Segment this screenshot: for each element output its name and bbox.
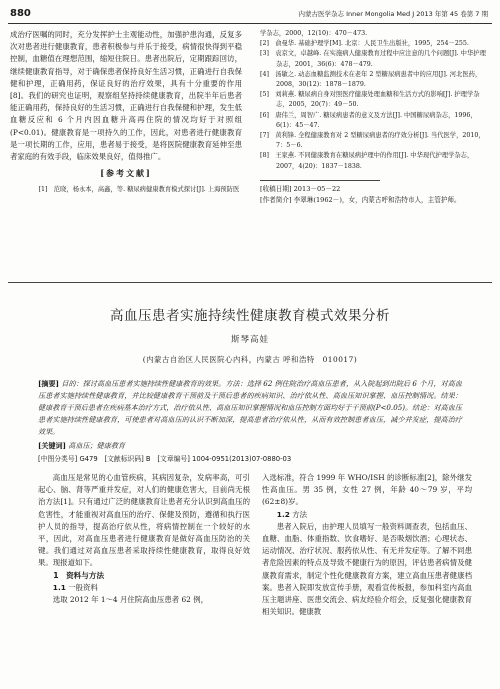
intro-paragraph: 高血压是常见的心血管疾病，其病因复杂，发病率高，可引起心、脑、肾等严重并发症，对人们的健康危害大，目前尚无根治方法[1]。只有通过广泛的健康教育让患者充分认识到高血压的危害性，才能重视对高血压的治疗、保健及预防，遵循和执行医护人员的指导，提高治疗依从性，将病情控制在一个较好的水平，因此，对高血压患者进行健康教育是做好高血压防治的关键。我们通过对高血压患者采取持续性健康教育，取得良好效果。现报道如下。 bbox=[38, 473, 250, 568]
section-heading: 1 资料与方法 bbox=[53, 570, 105, 580]
page-number: 880 bbox=[10, 8, 31, 19]
top-left-column bbox=[10, 29, 242, 196]
subsection-heading bbox=[262, 509, 472, 521]
author-note: [作者简介] 李翠琳(1962－)，女，内蒙古呼和浩特市人，主管护师。 bbox=[260, 195, 461, 204]
subsection-number: 1.2 bbox=[276, 509, 290, 519]
author-affiliation: (内蒙古自治区人民医院心内科，内蒙古 呼和浩特 010017) bbox=[142, 355, 358, 364]
conclusion-paragraph: 成治疗医嘱的同时，充分发挥护士主观能动性，加强护患沟通，反复多次对患者进行健康教育，患者积极参与并乐于接受，病情很快得到平稳控制，血糖值在理想范围，缩短住院日。患者出院后，定期跟踪回访，继续健康教育指导，对于确保患者保持良好生活习惯，正确进行自我保健和护理，正确用药，保证良好的治疗效果，具有十分重要的作用[8]。我们的研究也证明，观察组坚持持续健康教育，出院半年后患者能正确用药，保持良好的生活习惯，正确进行自我保健和护理，发生低血糖反应和 6 个月内因血糖升高再住院的情况均好于对照组(P<0.01)。健康教育是一项持久的工作，因此，对患者进行健康教育是一项长期的工作，应用，患者易于接受，是将医院健康教育延伸至患者家庭的有效手段，临床效果良好，值得推广。 bbox=[10, 30, 242, 162]
reference-item: [7] 黄利锋. 全程健康教育对 2 型糖尿病患者的疗效分析[J]. 当代医学，2010，7：5－6. bbox=[260, 132, 485, 150]
body-paragraph: 选取 2012 年 1～4 月住院高血压患者 62 例， bbox=[52, 595, 208, 605]
top-right-column bbox=[260, 29, 490, 206]
article-title: 高血压患者实施持续性健康教育模式效果分析 bbox=[110, 308, 390, 324]
footnote-rule bbox=[260, 180, 380, 181]
classification-line: [中图分类号] G479 [文献标识码] B [文章编号] 1004-0951(2013)07-0880-03 bbox=[38, 455, 292, 463]
body-right-column bbox=[262, 472, 472, 618]
body-left-column bbox=[38, 472, 250, 606]
subsection-heading bbox=[38, 582, 250, 594]
subsection-number: 1.1 bbox=[52, 582, 66, 592]
reference-item: [5] 刘莉燕. 糖尿病自身对照医疗健康处理血糖和生活方式的影响[J]. 护理学杂志，2005，20(7)：49－50. bbox=[260, 91, 480, 109]
keywords bbox=[38, 440, 462, 452]
received-date: [收稿日期] 2013－05－22 bbox=[260, 184, 341, 193]
subsection-title: 一般资料 bbox=[68, 582, 98, 592]
body-paragraph: 入选标准，符合 1999 年 WHO/ISH 的诊断标准[2]，除外继发性高血压。男 35 例，女性 27 例，年龄 40～79 岁，平均(62±8)岁。 bbox=[262, 473, 472, 507]
running-header: 内蒙古医学杂志 Inner Mongolia Med J 2013 年第 45 卷第 7 期 bbox=[298, 10, 488, 18]
reference-item: [8] 王家燕. 不同健康教育在糖尿病护理中的作用[J]. 中华现代护理学杂志，2007，4(20)：1837－1838. bbox=[260, 152, 474, 170]
reference-item: [3] 袁京文，卓越峰. 在实施病人健康教育过程中应注意的几个问题[J]. 中华护理杂志，2001，36(6)：478－479. bbox=[260, 50, 486, 68]
reference-item: 学杂志，2000，12(10)：470－473. bbox=[260, 30, 368, 37]
keywords-label: [关键词] bbox=[38, 441, 66, 450]
keywords-text: 高血压；健康教育 bbox=[68, 441, 126, 450]
abstract-text: 目的：探讨高血压患者实施持续性健康教育的效果。方法：选择 62 例住院治疗高血压患者，从入院起到出院后 6 个月，对高血压患者实施持续性健康教育，并比较健康教育干预前及干预后患者的疾病知识、治疗依从性、高血压知识掌握、血压控制情况。结果：健康教育干预后患者在疾病基本治疗方式，治疗依从性、高血压知识掌握情况和血压控制方面均好于干预前(P<0.05)。结论：对高血压患者实施持续性健康教育，可使患者对高血压的认识不断加深，提高患者治疗依从性，从而有效控制患者血压，减少并发症，提高治疗效果。 bbox=[38, 379, 462, 436]
body-paragraph: 患者入院后，由护理人员填写一般资料调查表，包括血压、血糖、血脂、体重指数、饮食嗜好、是否吸烟饮酒；心理状态、运动情况、治疗状况、服药依从性、有无并发症等。了解不同患者危险因素的特点及导致不健康行为的原因，评估患者病情及健康教育需求，制定个性化健康教育方案，建立高血压患者健康档案。患者入院即发放宣传手册，观看宣传板报，参加科室内高血压主题讲座、医患交流会、病友经验介绍会，反复强化健康教育相关知识。健康教 bbox=[262, 521, 472, 617]
abstract-label: [摘要] bbox=[38, 379, 60, 388]
header-rule bbox=[8, 23, 492, 24]
article-separator bbox=[8, 282, 492, 283]
article-author: 斯琴高娃 bbox=[230, 335, 269, 345]
reference-item: [1] 范晓，杨永本，高鑫，等. 糖尿病健康教育模式探讨[J]. 上海预防医 bbox=[38, 186, 240, 194]
reference-item: [4] 汤敏之. 动态血糖监测技术在老年 2 型糖尿病患者中的应用[J]. 河北医药，2008，30(12)：1878－1879. bbox=[260, 70, 482, 89]
reference-item: [6] 唐伟兰，周智广. 糖尿病患者的意义及方法[J]. 中国糖尿病杂志，1996，6(1)：45－47. bbox=[260, 111, 477, 129]
reference-item: [2] 俞曼华. 基础护理学[M]. 北京：人民卫生出版社，1995，254－255. bbox=[260, 40, 469, 48]
references-heading: [参考文献] bbox=[100, 168, 152, 179]
abstract bbox=[38, 378, 462, 438]
subsection-title: 方法 bbox=[292, 509, 308, 519]
